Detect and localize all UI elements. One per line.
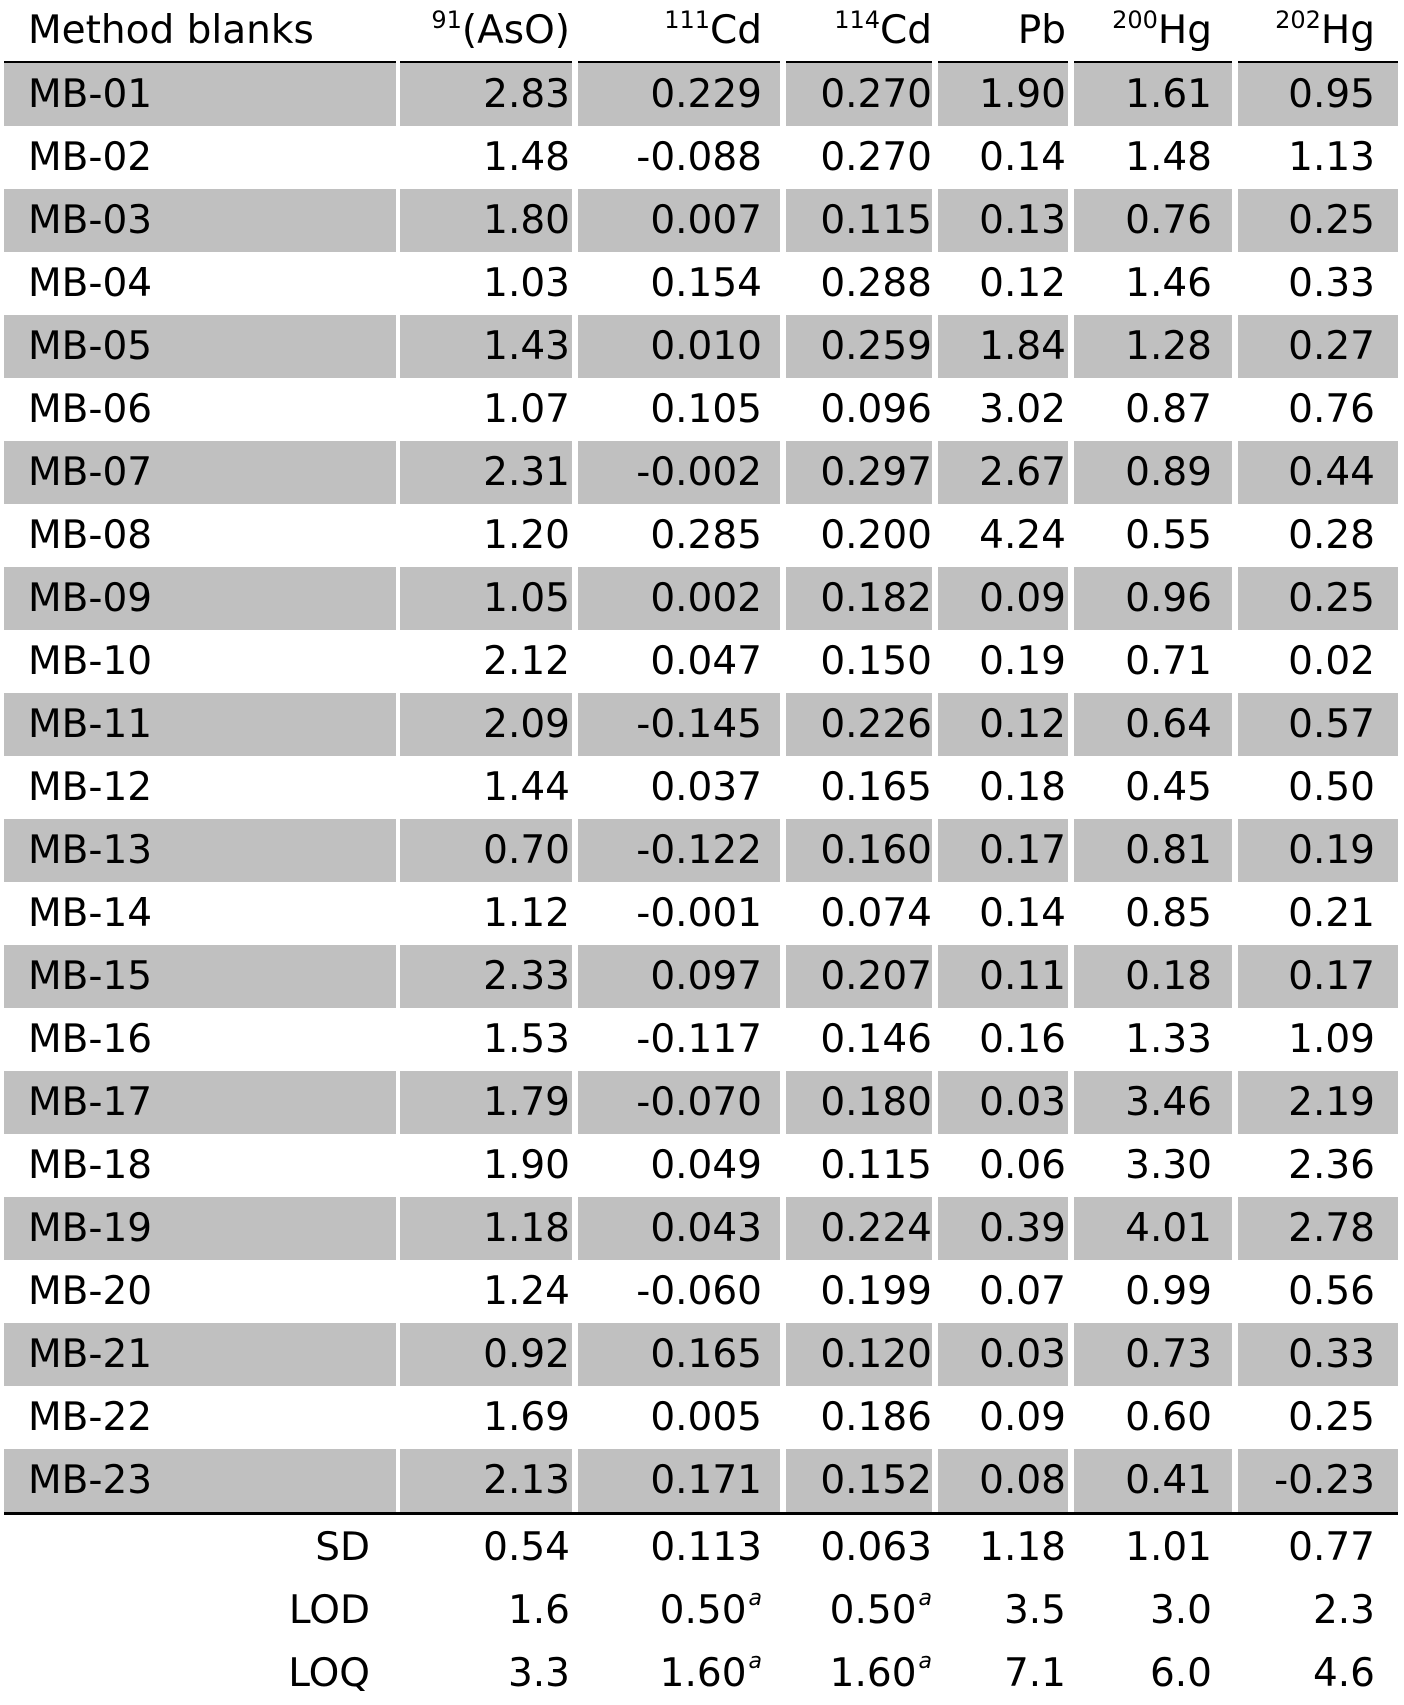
value-cell: 1.44	[483, 765, 570, 810]
table-row	[0, 945, 1404, 1008]
value-cell: -0.122	[636, 828, 762, 873]
value-cell: 0.06	[979, 1143, 1066, 1188]
summary-number: 0.50	[829, 1588, 917, 1633]
value-cell: 0.64	[1125, 702, 1212, 747]
summary-number: 0.77	[1288, 1525, 1375, 1570]
value-cell: 0.03	[979, 1332, 1066, 1377]
header-col-5	[1205, 0, 1375, 63]
value-cell: 1.90	[483, 1143, 570, 1188]
value-cell: 0.160	[820, 828, 932, 873]
value-cell: 1.48	[483, 135, 570, 180]
value-cell: 4.01	[1125, 1206, 1212, 1251]
value-cell: 1.07	[483, 387, 570, 432]
summary-number: 0.54	[483, 1525, 570, 1570]
table-row	[0, 693, 1404, 756]
value-cell: 0.85	[1125, 891, 1212, 936]
value-cell: 0.12	[979, 702, 1066, 747]
value-cell: 3.02	[979, 387, 1066, 432]
value-cell: 0.14	[979, 891, 1066, 936]
summary-number: 3.5	[1003, 1588, 1066, 1633]
value-cell: 0.152	[820, 1458, 932, 1503]
value-cell: 1.20	[483, 513, 570, 558]
sample-id: MB-08	[28, 513, 153, 558]
value-cell: 0.44	[1288, 450, 1375, 495]
value-cell: 0.186	[820, 1395, 932, 1440]
summary-row	[0, 1579, 1404, 1642]
value-cell: 0.115	[820, 198, 932, 243]
header-isotope: 91	[431, 6, 462, 34]
sample-id: MB-15	[28, 954, 153, 999]
value-cell: 0.25	[1288, 576, 1375, 621]
value-cell: 0.92	[483, 1332, 570, 1377]
value-cell: 0.70	[483, 828, 570, 873]
value-cell: 2.31	[483, 450, 570, 495]
header-analyte: Pb	[1017, 8, 1066, 53]
value-cell: 0.57	[1288, 702, 1375, 747]
summary-value	[1205, 1579, 1375, 1642]
header-analyte: Cd	[710, 8, 762, 53]
sample-id: MB-21	[28, 1332, 153, 1377]
value-cell: 1.90	[979, 72, 1066, 117]
value-cell: 1.24	[483, 1269, 570, 1314]
summary-row	[0, 1516, 1404, 1579]
summary-number: 1.18	[979, 1525, 1066, 1570]
footnote-marker: a	[918, 1586, 932, 1611]
table-row	[0, 756, 1404, 819]
value-cell: 1.48	[1125, 135, 1212, 180]
value-cell: 0.27	[1288, 324, 1375, 369]
table-row	[0, 1323, 1404, 1386]
value-cell: 0.33	[1288, 1332, 1375, 1377]
value-cell: 1.46	[1125, 261, 1212, 306]
table-row	[0, 1260, 1404, 1323]
value-cell: 0.21	[1288, 891, 1375, 936]
summary-number: 3.0	[1149, 1588, 1212, 1633]
value-cell: 0.18	[979, 765, 1066, 810]
value-cell: 0.207	[820, 954, 932, 999]
summary-value	[592, 1579, 762, 1642]
sample-id: MB-23	[28, 1458, 153, 1503]
value-cell: 0.285	[650, 513, 762, 558]
summary-label: LOQ	[288, 1651, 370, 1696]
summary-number: 0.113	[650, 1525, 762, 1570]
value-cell: 0.50	[1288, 765, 1375, 810]
table-row	[0, 378, 1404, 441]
header-analyte: Hg	[1320, 8, 1375, 53]
value-cell: 0.17	[979, 828, 1066, 873]
value-cell: 0.180	[820, 1080, 932, 1125]
header-isotope: 114	[834, 6, 880, 34]
header-analyte: Cd	[880, 8, 932, 53]
value-cell: 0.171	[650, 1458, 762, 1503]
value-cell: 0.02	[1288, 639, 1375, 684]
summary-number: 0.50	[659, 1588, 747, 1633]
value-cell: -0.002	[636, 450, 762, 495]
value-cell: 0.95	[1288, 72, 1375, 117]
value-cell: 3.46	[1125, 1080, 1212, 1125]
value-cell: 1.79	[483, 1080, 570, 1125]
value-cell: 0.08	[979, 1458, 1066, 1503]
value-cell: 1.43	[483, 324, 570, 369]
value-cell: 4.24	[979, 513, 1066, 558]
value-cell: 0.11	[979, 954, 1066, 999]
value-cell: 2.19	[1288, 1080, 1375, 1125]
header-col-1	[592, 0, 762, 63]
header-isotope: 200	[1112, 6, 1158, 34]
sample-id: MB-20	[28, 1269, 153, 1314]
header-col-3	[896, 0, 1066, 63]
summary-value	[400, 1516, 570, 1579]
summary-label: LOD	[288, 1588, 370, 1633]
table-row	[0, 1197, 1404, 1260]
table-row	[0, 315, 1404, 378]
value-cell: 0.199	[820, 1269, 932, 1314]
value-cell: 0.12	[979, 261, 1066, 306]
summary-number: 1.01	[1125, 1525, 1212, 1570]
table-row	[0, 441, 1404, 504]
summary-row	[0, 1642, 1404, 1705]
header-analyte: (AsO)	[461, 8, 570, 53]
summary-value	[1042, 1516, 1212, 1579]
value-cell: 0.154	[650, 261, 762, 306]
value-cell: -0.060	[636, 1269, 762, 1314]
value-cell: 0.047	[650, 639, 762, 684]
value-cell: 2.36	[1288, 1143, 1375, 1188]
sample-id: MB-10	[28, 639, 153, 684]
value-cell: 0.19	[979, 639, 1066, 684]
sample-id: MB-02	[28, 135, 153, 180]
sample-id: MB-13	[28, 828, 153, 873]
value-cell: 1.80	[483, 198, 570, 243]
table-row	[0, 567, 1404, 630]
sample-id: MB-18	[28, 1143, 153, 1188]
footnote-marker: a	[748, 1649, 762, 1674]
value-cell: 0.288	[820, 261, 932, 306]
summary-number: 4.6	[1312, 1651, 1375, 1696]
table-row	[0, 1386, 1404, 1449]
value-cell: 0.81	[1125, 828, 1212, 873]
value-cell: 0.13	[979, 198, 1066, 243]
header-row	[0, 0, 1404, 63]
value-cell: 1.13	[1288, 135, 1375, 180]
table-row	[0, 819, 1404, 882]
header-analyte: Hg	[1157, 8, 1212, 53]
table-row	[0, 882, 1404, 945]
summary-value	[896, 1579, 1066, 1642]
value-cell: 0.14	[979, 135, 1066, 180]
value-cell: 0.229	[650, 72, 762, 117]
value-cell: 0.87	[1125, 387, 1212, 432]
value-cell: 0.17	[1288, 954, 1375, 999]
footnote-marker: a	[918, 1649, 932, 1674]
header-isotope: 202	[1275, 6, 1321, 34]
value-cell: 0.096	[820, 387, 932, 432]
value-cell: 0.097	[650, 954, 762, 999]
sample-id: MB-07	[28, 450, 153, 495]
sample-id: MB-09	[28, 576, 153, 621]
value-cell: 0.165	[650, 1332, 762, 1377]
value-cell: -0.070	[636, 1080, 762, 1125]
value-cell: 2.83	[483, 72, 570, 117]
value-cell: 0.270	[820, 72, 932, 117]
table-row	[0, 1449, 1404, 1512]
value-cell: 0.03	[979, 1080, 1066, 1125]
summary-number: 1.60	[829, 1651, 917, 1696]
value-cell: 1.05	[483, 576, 570, 621]
header-isotope: 111	[664, 6, 710, 34]
sample-id: MB-14	[28, 891, 153, 936]
footnote-marker: a	[748, 1586, 762, 1611]
header-label: Method blanks	[28, 8, 314, 53]
value-cell: 0.105	[650, 387, 762, 432]
value-cell: 0.07	[979, 1269, 1066, 1314]
summary-value	[400, 1642, 570, 1705]
value-cell: 2.33	[483, 954, 570, 999]
value-cell: 0.297	[820, 450, 932, 495]
value-cell: -0.23	[1274, 1458, 1375, 1503]
table-row	[0, 126, 1404, 189]
value-cell: 0.56	[1288, 1269, 1375, 1314]
value-cell: 1.12	[483, 891, 570, 936]
value-cell: 0.074	[820, 891, 932, 936]
sample-id: MB-06	[28, 387, 153, 432]
value-cell: 0.182	[820, 576, 932, 621]
value-cell: 0.76	[1288, 387, 1375, 432]
value-cell: 3.30	[1125, 1143, 1212, 1188]
sample-id: MB-12	[28, 765, 153, 810]
value-cell: 0.165	[820, 765, 932, 810]
value-cell: 1.69	[483, 1395, 570, 1440]
value-cell: 0.76	[1125, 198, 1212, 243]
sample-id: MB-01	[28, 72, 153, 117]
summary-value	[1205, 1516, 1375, 1579]
value-cell: 1.03	[483, 261, 570, 306]
sample-id: MB-19	[28, 1206, 153, 1251]
table-row	[0, 630, 1404, 693]
value-cell: 0.043	[650, 1206, 762, 1251]
value-cell: 0.259	[820, 324, 932, 369]
value-cell: -0.088	[636, 135, 762, 180]
value-cell: 0.71	[1125, 639, 1212, 684]
value-cell: 0.010	[650, 324, 762, 369]
sample-id: MB-03	[28, 198, 153, 243]
summary-rule	[4, 1512, 1398, 1515]
value-cell: 0.45	[1125, 765, 1212, 810]
value-cell: 0.18	[1125, 954, 1212, 999]
value-cell: 0.049	[650, 1143, 762, 1188]
value-cell: 0.150	[820, 639, 932, 684]
value-cell: 0.09	[979, 1395, 1066, 1440]
table-row	[0, 189, 1404, 252]
value-cell: -0.145	[636, 702, 762, 747]
value-cell: 0.09	[979, 576, 1066, 621]
value-cell: 2.78	[1288, 1206, 1375, 1251]
table-row	[0, 1134, 1404, 1197]
summary-value	[1205, 1642, 1375, 1705]
summary-value	[1042, 1642, 1212, 1705]
value-cell: 0.16	[979, 1017, 1066, 1062]
value-cell: 0.33	[1288, 261, 1375, 306]
value-cell: 1.84	[979, 324, 1066, 369]
summary-value	[592, 1642, 762, 1705]
value-cell: 0.200	[820, 513, 932, 558]
value-cell: 0.60	[1125, 1395, 1212, 1440]
value-cell: 0.146	[820, 1017, 932, 1062]
table-row	[0, 1008, 1404, 1071]
sample-id: MB-17	[28, 1080, 153, 1125]
value-cell: 0.73	[1125, 1332, 1212, 1377]
summary-number: 0.063	[820, 1525, 932, 1570]
value-cell: 0.19	[1288, 828, 1375, 873]
value-cell: 1.28	[1125, 324, 1212, 369]
value-cell: 0.96	[1125, 576, 1212, 621]
value-cell: 0.270	[820, 135, 932, 180]
value-cell: 0.007	[650, 198, 762, 243]
sample-id: MB-16	[28, 1017, 153, 1062]
value-cell: 2.12	[483, 639, 570, 684]
value-cell: 0.25	[1288, 198, 1375, 243]
value-cell: -0.117	[636, 1017, 762, 1062]
table-row	[0, 63, 1404, 126]
value-cell: 0.037	[650, 765, 762, 810]
header-col-0	[400, 0, 570, 63]
summary-value	[1042, 1579, 1212, 1642]
sample-id: MB-22	[28, 1395, 153, 1440]
value-cell: 2.09	[483, 702, 570, 747]
value-cell: -0.001	[636, 891, 762, 936]
value-cell: 0.39	[979, 1206, 1066, 1251]
value-cell: 0.005	[650, 1395, 762, 1440]
summary-value	[592, 1516, 762, 1579]
sample-id: MB-11	[28, 702, 153, 747]
value-cell: 1.61	[1125, 72, 1212, 117]
summary-number: 1.60	[659, 1651, 747, 1696]
value-cell: 0.55	[1125, 513, 1212, 558]
value-cell: 0.115	[820, 1143, 932, 1188]
table-row	[0, 504, 1404, 567]
summary-value	[400, 1579, 570, 1642]
value-cell: 2.13	[483, 1458, 570, 1503]
value-cell: 1.18	[483, 1206, 570, 1251]
value-cell: 1.09	[1288, 1017, 1375, 1062]
value-cell: 1.33	[1125, 1017, 1212, 1062]
summary-number: 1.6	[507, 1588, 570, 1633]
value-cell: 0.89	[1125, 450, 1212, 495]
summary-number: 6.0	[1149, 1651, 1212, 1696]
value-cell: 0.120	[820, 1332, 932, 1377]
value-cell: 0.002	[650, 576, 762, 621]
sample-id: MB-04	[28, 261, 153, 306]
header-col-4	[1042, 0, 1212, 63]
summary-value	[896, 1642, 1066, 1705]
summary-value	[896, 1516, 1066, 1579]
value-cell: 0.41	[1125, 1458, 1212, 1503]
sample-id: MB-05	[28, 324, 153, 369]
value-cell: 1.53	[483, 1017, 570, 1062]
value-cell: 0.25	[1288, 1395, 1375, 1440]
table-row	[0, 1071, 1404, 1134]
value-cell: 0.28	[1288, 513, 1375, 558]
value-cell: 2.67	[979, 450, 1066, 495]
value-cell: 0.99	[1125, 1269, 1212, 1314]
summary-label: SD	[315, 1525, 370, 1570]
summary-number: 2.3	[1312, 1588, 1375, 1633]
summary-number: 3.3	[507, 1651, 570, 1696]
value-cell: 0.224	[820, 1206, 932, 1251]
summary-number: 7.1	[1003, 1651, 1066, 1696]
table-row	[0, 252, 1404, 315]
value-cell: 0.226	[820, 702, 932, 747]
